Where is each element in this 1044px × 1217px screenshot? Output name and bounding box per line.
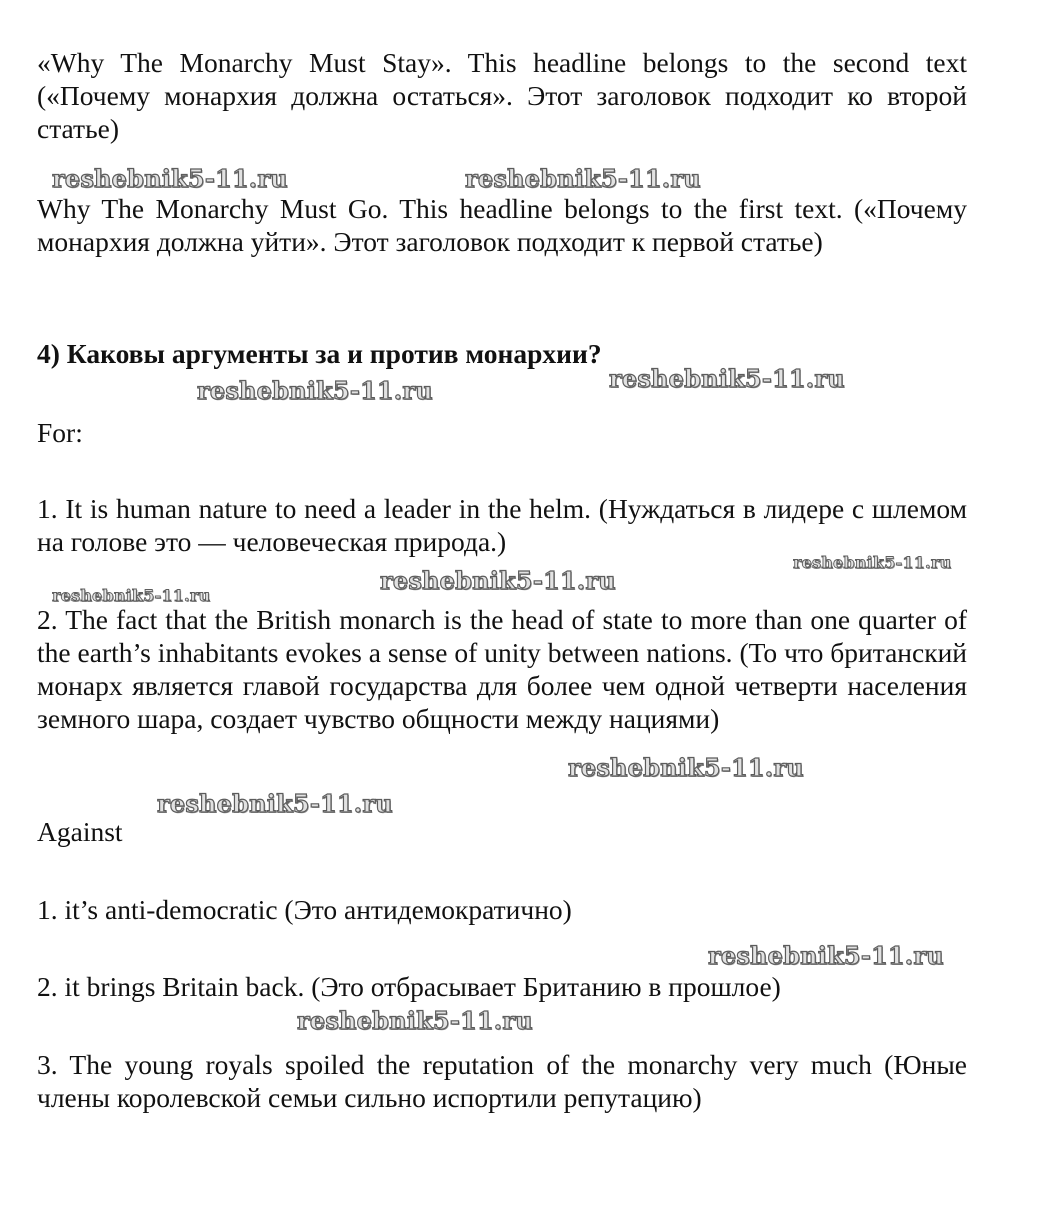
for-argument-1: 1. It is human nature to need a leader in the helm. (Нуждаться в лидере с шлемом на голове это — человеческая природа.): [37, 493, 967, 557]
watermark: reshebnik5-11.ru: [297, 1006, 533, 1035]
watermark: reshebnik5-11.ru: [609, 364, 845, 393]
watermark: reshebnik5-11.ru: [793, 553, 952, 572]
against-argument-1: 1. it’s anti-democratic (Это антидемократично): [37, 894, 572, 925]
watermark: reshebnik5-11.ru: [157, 789, 393, 818]
for-argument-2: 2. The fact that the British monarch is the head of state to more than one quarter of the earth’s inhabitants evokes a sense of unity between nations. (То что британский монарх является главой государства для более чем одной четверти населения земного шара, создает чувство общности между нациями): [37, 604, 967, 734]
against-label: Against: [37, 816, 123, 847]
watermark: reshebnik5-11.ru: [465, 164, 701, 193]
section-heading: 4) Каковы аргументы за и против монархии?: [37, 338, 602, 369]
watermark: reshebnik5-11.ru: [52, 164, 288, 193]
watermark: reshebnik5-11.ru: [708, 941, 944, 970]
watermark: reshebnik5-11.ru: [568, 753, 804, 782]
against-argument-3: 3. The young royals spoiled the reputation of the monarchy very much (Юные члены королевской семьи сильно испортили репутацию): [37, 1049, 967, 1113]
watermark: reshebnik5-11.ru: [197, 376, 433, 405]
paragraph-headline-stay: «Why The Monarchy Must Stay». This headline belongs to the second text («Почему монархия должна остаться». Этот заголовок подходит ко второй статье): [37, 47, 967, 144]
watermark: reshebnik5-11.ru: [380, 566, 616, 595]
against-argument-2: 2. it brings Britain back. (Это отбрасывает Британию в прошлое): [37, 971, 781, 1002]
watermark: reshebnik5-11.ru: [52, 586, 211, 605]
for-label: For:: [37, 417, 83, 448]
paragraph-headline-go: Why The Monarchy Must Go. This headline belongs to the first text. («Почему монархия должна уйти». Этот заголовок подходит к первой статье): [37, 193, 967, 257]
